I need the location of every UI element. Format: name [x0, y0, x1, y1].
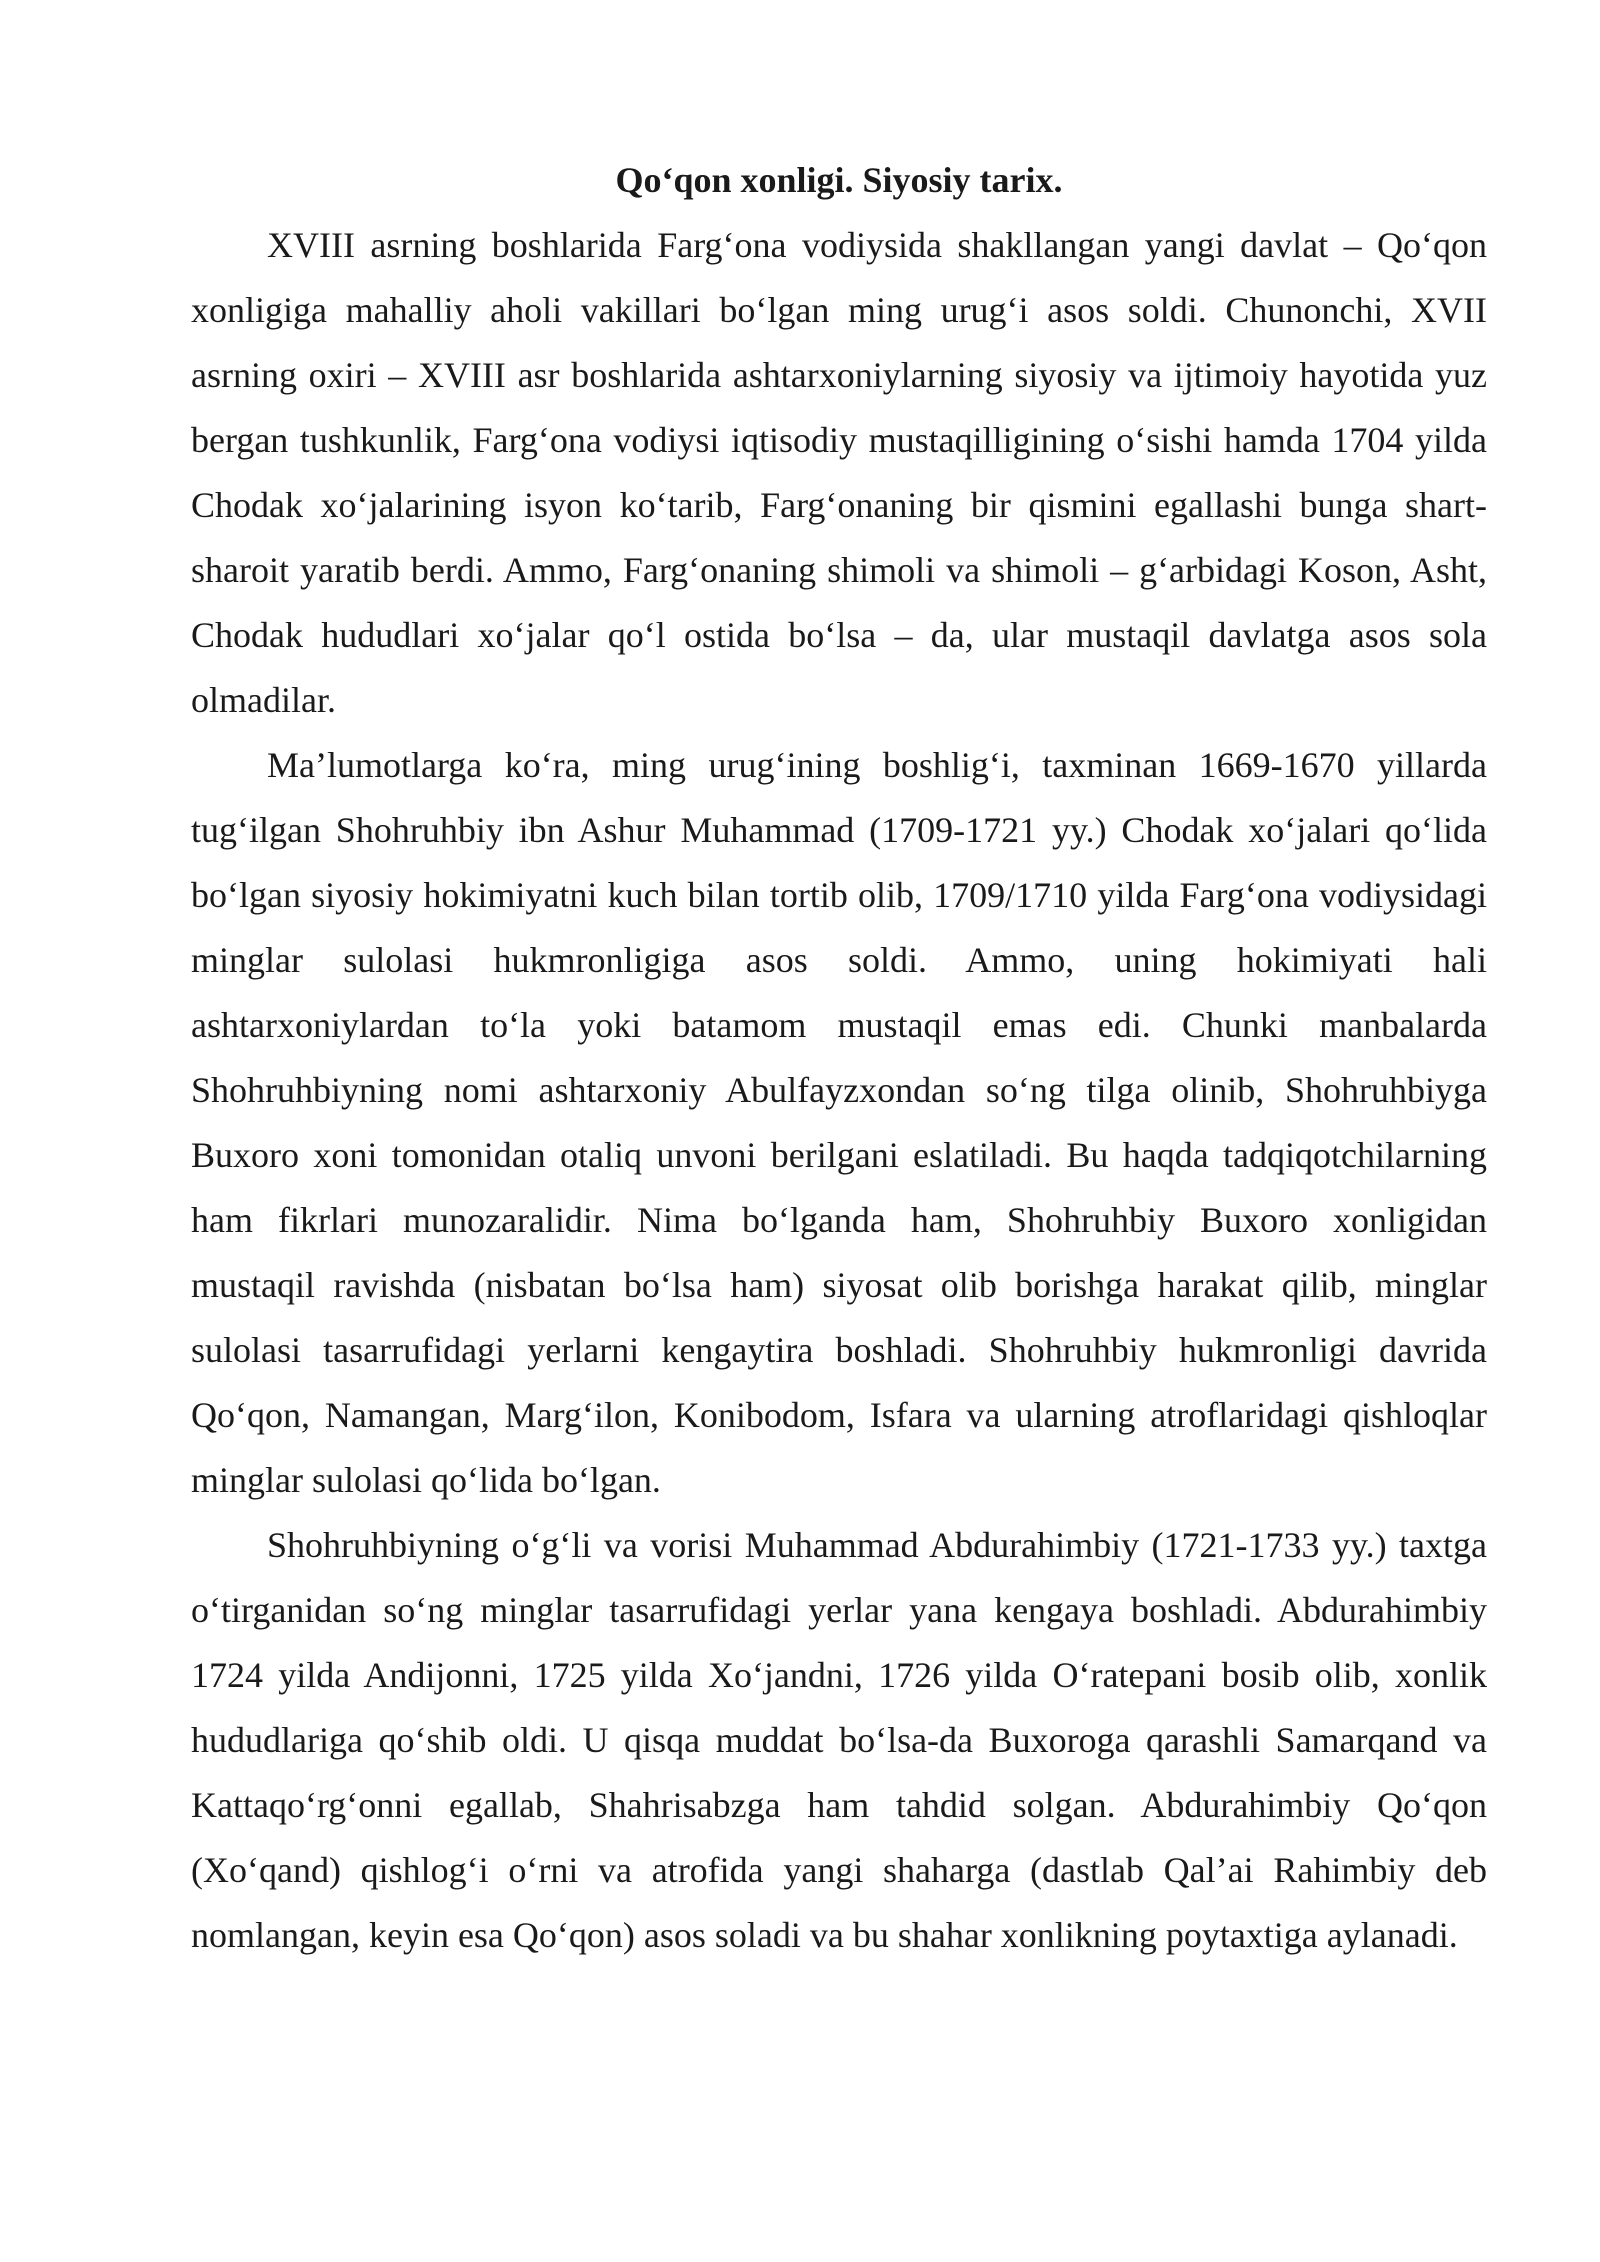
- paragraph-2: Ma’lumotlarga ko‘ra, ming urug‘ining boshlig‘i, taxminan 1669-1670 yillarda tug‘ilgan Shohruhbiy ibn Ashur Muhammad (1709-1721 yy.) Chodak xo‘jalari qo‘lida bo‘lgan siyosiy hokimiyatni kuch bilan tortib olib, 1709/1710 yilda Farg‘ona vodiysidagi minglar sulolasi hukmronligiga asos soldi. Ammo, uning hokimiyati hali ashtarxoniylardan to‘la yoki batamom mustaqil emas edi. Chunki manbalarda Shohruhbiyning nomi ashtarxoniy Abulfayzxondan so‘ng tilga olinib, Shohruhbiyga Buxoro xoni tomonidan otaliq unvoni berilgani eslatiladi. Bu haqda tadqiqotchilarning ham fikrlari munozaralidir. Nima bo‘lganda ham, Shohruhbiy Buxoro xonligidan mustaqil ravishda (nisbatan bo‘lsa ham) siyosat olib borishga harakat qilib, minglar sulolasi tasarrufidagi yerlarni kengaytira boshladi. Shohruhbiy hukmronligi davrida Qo‘qon, Namangan, Marg‘ilon, Konibodom, Isfara va ularning atroflaridagi qishloqlar minglar sulolasi qo‘lida bo‘lgan.: [191, 745, 1487, 1500]
- document-body: [191, 148, 1487, 1968]
- document-title: Qo‘qon xonligi. Siyosiy tarix.: [615, 160, 1063, 200]
- paragraph-1: XVIII asrning boshlarida Farg‘ona vodiysida shakllangan yangi davlat – Qo‘qon xonligiga mahalliy aholi vakillari bo‘lgan ming urug‘i asos soldi. Chunonchi, XVII asrning oxiri – XVIII asr boshlarida ashtarxoniylarning siyosiy va ijtimoiy hayotida yuz bergan tushkunlik, Farg‘ona vodiysi iqtisodiy mustaqilligining o‘sishi hamda 1704 yilda Chodak xo‘jalarining isyon ko‘tarib, Farg‘onaning bir qismini egallashi bunga shart-sharoit yaratib berdi. Ammo, Farg‘onaning shimoli va shimoli – g‘arbidagi Koson, Asht, Chodak hududlari xo‘jalar qo‘l ostida bo‘lsa – da, ular mustaqil davlatga asos sola olmadilar.: [191, 225, 1487, 720]
- paragraph-3: Shohruhbiyning o‘g‘li va vorisi Muhammad Abdurahimbiy (1721-1733 yy.) taxtga o‘tirganidan so‘ng minglar tasarrufidagi yerlar yana kengaya boshladi. Abdurahimbiy 1724 yilda Andijonni, 1725 yilda Xo‘jandni, 1726 yilda O‘ratepani bosib olib, xonlik hududlariga qo‘shib oldi. U qisqa muddat bo‘lsa-da Buxoroga qarashli Samarqand va Kattaqo‘rg‘onni egallab, Shahrisabzga ham tahdid solgan. Abdurahimbiy Qo‘qon (Xo‘qand) qishlog‘i o‘rni va atrofida yangi shaharga (dastlab Qal’ai Rahimbiy deb nomlangan, keyin esa Qo‘qon) asos soladi va bu shahar xonlikning poytaxtiga aylanadi.: [191, 1525, 1487, 1955]
